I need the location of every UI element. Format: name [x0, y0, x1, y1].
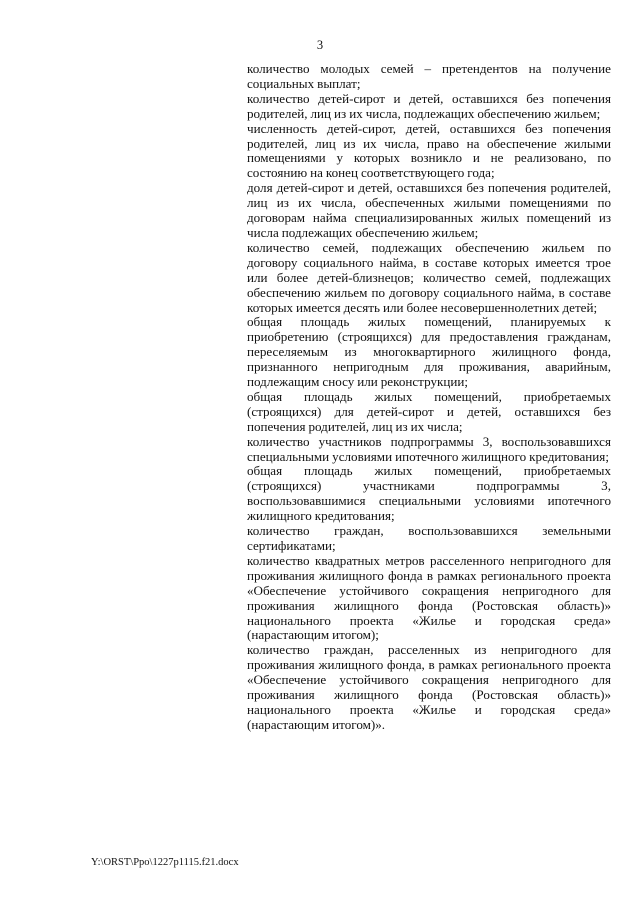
paragraph-resettled-citizens: количество граждан, расселенных из непригодного для проживания жилищного фонда, в рамках регионального проекта «Обеспечение устойчивого сокращения непригодного для проживания жилищного фонда (Ростовская область)» национального проекта «Жилье и городская среда» (нарастающим итогом)».: [247, 642, 611, 732]
paragraph-orphans-to-house: количество детей-сирот и детей, оставшихся без попечения родителей, лиц из их числа, подлежащих обеспечению жильем;: [247, 90, 611, 121]
paragraph-area-orphans: общая площадь жилых помещений, приобретаемых (строящихся) для детей-сирот и детей, оставшихся без попечения родителей, лиц из их числа;: [247, 388, 611, 434]
paragraph-mortgage-area: общая площадь жилых помещений, приобретаемых (строящихся) участниками подпрограммы 3, воспользовавшимися специальными условиями ипотечного жилищного кредитования;: [247, 463, 611, 524]
paragraph-area-resettlement: общая площадь жилых помещений, планируемых к приобретению (строящихся) для предоставления гражданам, переселяемым из многоквартирного жилищного фонда, признанного непригодным для проживания, аварийным, подлежащим сносу или реконструкции;: [247, 314, 611, 390]
paragraph-families-twins: количество семей, подлежащих обеспечению жильем по договору социального найма, в составе которых имеется трое или более детей-близнецов; количество семей, подлежащих обеспечению жильем по договору социального найма, в составе которых имеется десять или более несовершеннолетних детей;: [247, 239, 611, 315]
document-body: [247, 62, 611, 733]
paragraph-resettled-square-meters: количество квадратных метров расселенного непригодного для проживания жилищного фонда в рамках регионального проекта «Обеспечение устойчивого сокращения непригодного для проживания жилищного фонда (Ростовская область)» национального проекта «Жилье и городская среда» (нарастающим итогом);: [247, 552, 611, 643]
paragraph-mortgage-participants: количество участников подпрограммы 3, воспользовавшихся специальными условиями ипотечного жилищного кредитования;: [247, 433, 611, 464]
page-number: 3: [316, 38, 324, 52]
footer-file-path: Y:\ORST\Ppo\1227p1115.f21.docx: [91, 857, 239, 868]
paragraph-land-certificates: количество граждан, воспользовавшихся земельными сертификатами;: [247, 523, 611, 553]
paragraph-orphans-unrealized-right: численность детей-сирот, детей, оставшихся без попечения родителей, лиц из их числа, право на обеспечение жилыми помещениями у которых возникло и не реализовано, по состоянию на конец соответствующего года;: [247, 120, 611, 181]
paragraph-orphans-share-housed: доля детей-сирот и детей, оставшихся без попечения родителей, лиц из их числа, обеспеченных жилыми помещениями по договорам найма специализированных жилых помещений из числа подлежащих обеспечению жильем;: [247, 180, 611, 240]
paragraph-young-families: количество молодых семей – претендентов на получение социальных выплат;: [247, 61, 611, 91]
